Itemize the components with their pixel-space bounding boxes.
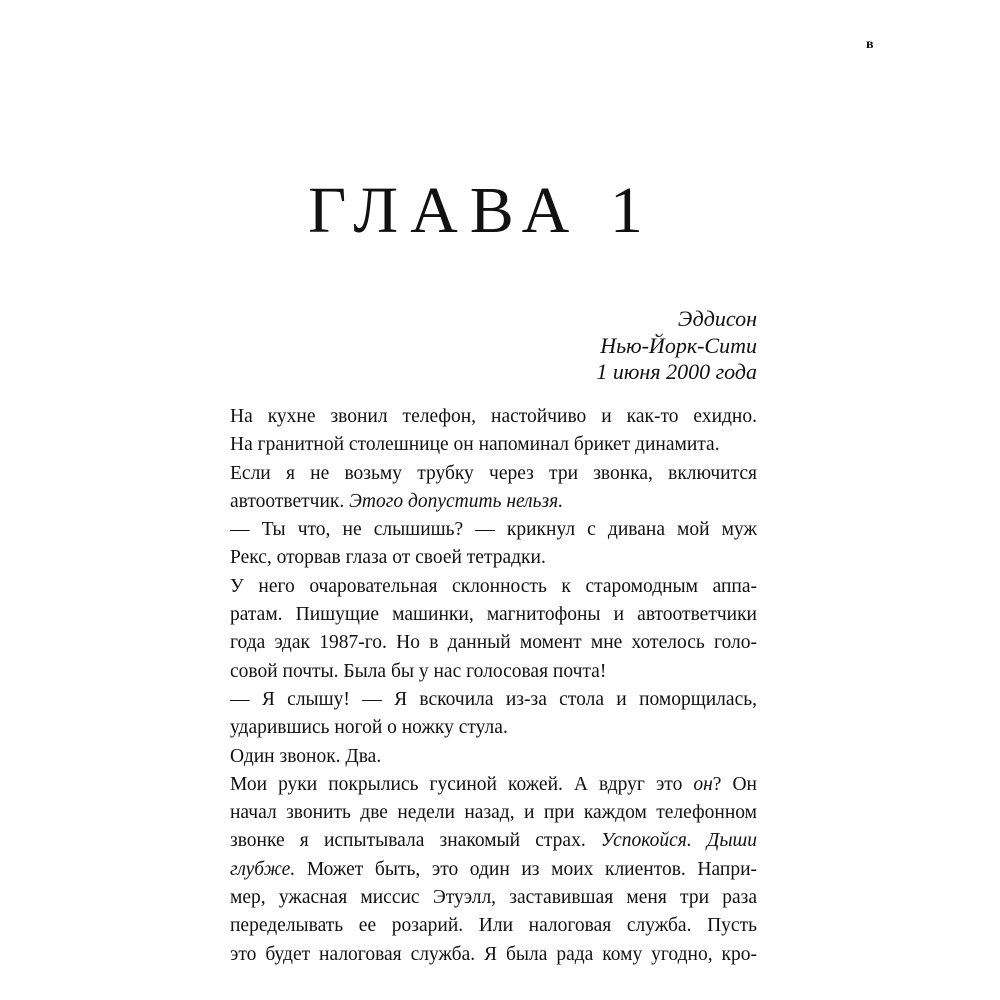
- text-segment: переделывать ее розарий. Или налоговая служба. Пусть: [230, 915, 757, 937]
- text-segment: Один звонок. Два.: [230, 745, 382, 767]
- epigraph: [596, 306, 757, 386]
- text-line: [230, 544, 757, 572]
- body-text: [230, 403, 757, 969]
- text-segment: Мои руки покрылись гусиной кожей. А вдруг это: [230, 773, 694, 795]
- text-segment: Рекс, оторвав глаза от своей тетрадки.: [230, 547, 546, 569]
- text-segment: У него очаровательная склонность к старомодным аппа-: [230, 575, 757, 597]
- text-segment: совой почты. Была бы у нас голосовая почта!: [230, 660, 607, 682]
- text-line: [230, 573, 757, 601]
- text-line: [230, 799, 757, 827]
- epigraph-name: Эддисон: [677, 306, 757, 331]
- italic-segment: глубже.: [230, 858, 296, 880]
- italic-segment: он: [693, 773, 713, 795]
- text-line: [230, 884, 757, 912]
- text-line: [230, 686, 757, 714]
- text-line: [230, 403, 757, 431]
- text-segment: Может быть, это один из моих клиентов. Напри-: [295, 858, 757, 880]
- chapter-title: ГЛАВА 1: [308, 174, 655, 247]
- text-segment: ударившись ногой о ножку стула.: [230, 717, 508, 739]
- text-segment: На гранитной столешнице он напоминал брикет динамита.: [230, 434, 720, 456]
- page-marker: в: [866, 37, 874, 52]
- epigraph-date: 1 июня 2000 года: [596, 359, 757, 384]
- italic-segment: Успокойся. Дыши: [600, 830, 757, 852]
- text-line: [230, 743, 757, 771]
- text-segment: это будет налоговая служба. Я была рада кому угодно, кро-: [230, 943, 757, 965]
- text-segment: На кухне звонил телефон, настойчиво и как-то ехидно.: [230, 406, 757, 427]
- text-line: [230, 431, 757, 459]
- text-segment: мер, ужасная миссис Этуэлл, заставившая меня три раза: [230, 887, 757, 909]
- text-segment: — Я слышу! — Я вскочила из-за стола и поморщилась,: [230, 688, 757, 710]
- text-segment: ратам. Пишущие машинки, магнитофоны и автоответчики: [230, 604, 757, 626]
- text-segment: начал звонить две недели назад, и при каждом телефонном: [230, 802, 757, 824]
- text-segment: автоответчик.: [230, 490, 350, 512]
- text-line: [230, 658, 757, 686]
- text-line: [230, 941, 757, 969]
- text-segment: Если я не возьму трубку через три звонка, включится: [230, 462, 757, 484]
- text-line: [230, 488, 757, 516]
- text-line: [230, 912, 757, 940]
- text-line: [230, 714, 757, 742]
- epigraph-place: Нью-Йорк-Сити: [600, 332, 757, 358]
- text-segment: — Ты что, не слышишь? — крикнул с дивана мой муж: [230, 519, 757, 541]
- text-line: [230, 827, 757, 855]
- text-line: [230, 601, 757, 629]
- italic-segment: Этого допустить нельзя.: [349, 490, 564, 512]
- text-line: [230, 516, 757, 544]
- text-line: [230, 460, 757, 488]
- text-segment: ? Он: [712, 773, 757, 795]
- text-segment: звонке я испытывала знакомый страх.: [230, 830, 601, 852]
- text-segment: года эдак 1987-го. Но в данный момент мне хотелось голо-: [230, 632, 757, 654]
- text-line: [230, 771, 757, 799]
- text-line: [230, 856, 757, 884]
- text-line: [230, 629, 757, 657]
